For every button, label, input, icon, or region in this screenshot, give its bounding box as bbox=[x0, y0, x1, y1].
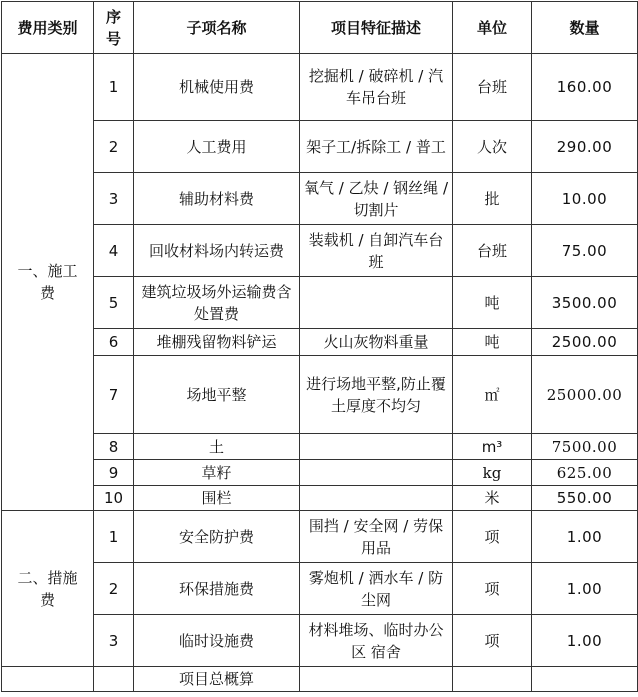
unit-cell: 米 bbox=[453, 486, 532, 511]
header-seq: 序号 bbox=[94, 2, 134, 54]
table-row bbox=[2, 563, 638, 615]
desc-cell bbox=[300, 434, 453, 460]
table-row bbox=[2, 277, 638, 329]
table-row bbox=[2, 434, 638, 460]
seq-cell: 6 bbox=[94, 329, 134, 356]
desc-cell bbox=[300, 277, 453, 329]
table-row bbox=[2, 460, 638, 486]
seq-cell: 10 bbox=[94, 486, 134, 511]
seq-cell: 2 bbox=[94, 121, 134, 173]
total-seq-cell bbox=[94, 667, 134, 692]
qty-cell: 550.00 bbox=[532, 486, 638, 511]
qty-cell: 10.00 bbox=[532, 173, 638, 225]
total-category-cell bbox=[2, 667, 94, 692]
desc-cell: 材料堆场、临时办公区 宿舍 bbox=[300, 615, 453, 667]
desc-cell: 装载机 / 自卸汽车台班 bbox=[300, 225, 453, 277]
total-desc-cell bbox=[300, 667, 453, 692]
qty-cell: 2500.00 bbox=[532, 329, 638, 356]
header-item: 子项名称 bbox=[134, 2, 300, 54]
item-cell: 围栏 bbox=[134, 486, 300, 511]
qty-cell: 290.00 bbox=[532, 121, 638, 173]
seq-cell: 1 bbox=[94, 54, 134, 121]
table-row bbox=[2, 54, 638, 121]
table-row bbox=[2, 615, 638, 667]
qty-cell: 7500.00 bbox=[532, 434, 638, 460]
item-cell: 临时设施费 bbox=[134, 615, 300, 667]
header-category: 费用类别 bbox=[2, 2, 94, 54]
seq-cell: 7 bbox=[94, 356, 134, 434]
qty-cell: 1.00 bbox=[532, 563, 638, 615]
unit-cell: kg bbox=[453, 460, 532, 486]
unit-cell: m³ bbox=[453, 434, 532, 460]
item-cell: 辅助材料费 bbox=[134, 173, 300, 225]
table-row bbox=[2, 511, 638, 563]
seq-cell: 1 bbox=[94, 511, 134, 563]
desc-cell: 围挡 / 安全网 / 劳保用品 bbox=[300, 511, 453, 563]
unit-cell: 台班 bbox=[453, 54, 532, 121]
item-cell: 土 bbox=[134, 434, 300, 460]
unit-cell: 吨 bbox=[453, 329, 532, 356]
desc-cell bbox=[300, 460, 453, 486]
seq-cell: 5 bbox=[94, 277, 134, 329]
qty-cell: 25000.00 bbox=[532, 356, 638, 434]
table-row bbox=[2, 121, 638, 173]
unit-cell: 台班 bbox=[453, 225, 532, 277]
item-cell: 场地平整 bbox=[134, 356, 300, 434]
unit-cell: 吨 bbox=[453, 277, 532, 329]
total-row bbox=[2, 667, 638, 692]
table-row bbox=[2, 173, 638, 225]
table-row bbox=[2, 329, 638, 356]
seq-cell: 4 bbox=[94, 225, 134, 277]
desc-cell bbox=[300, 486, 453, 511]
item-cell: 草籽 bbox=[134, 460, 300, 486]
desc-cell: 火山灰物料重量 bbox=[300, 329, 453, 356]
qty-cell: 75.00 bbox=[532, 225, 638, 277]
item-cell: 人工费用 bbox=[134, 121, 300, 173]
item-cell: 安全防护费 bbox=[134, 511, 300, 563]
seq-cell: 8 bbox=[94, 434, 134, 460]
qty-cell: 625.00 bbox=[532, 460, 638, 486]
category-cell: 一、施工费 bbox=[2, 54, 94, 511]
item-cell: 堆棚残留物料铲运 bbox=[134, 329, 300, 356]
item-cell: 回收材料场内转运费 bbox=[134, 225, 300, 277]
seq-cell: 2 bbox=[94, 563, 134, 615]
qty-cell: 1.00 bbox=[532, 511, 638, 563]
unit-cell: 人次 bbox=[453, 121, 532, 173]
header-desc: 项目特征描述 bbox=[300, 2, 453, 54]
total-qty-cell bbox=[532, 667, 638, 692]
category-cell: 二、措施费 bbox=[2, 511, 94, 667]
desc-cell: 架子工/拆除工 / 普工 bbox=[300, 121, 453, 173]
qty-cell: 1.00 bbox=[532, 615, 638, 667]
item-cell: 环保措施费 bbox=[134, 563, 300, 615]
header-unit: 单位 bbox=[453, 2, 532, 54]
unit-cell: 批 bbox=[453, 173, 532, 225]
item-cell: 建筑垃圾场外运输费含处置费 bbox=[134, 277, 300, 329]
table-row bbox=[2, 486, 638, 511]
seq-cell: 9 bbox=[94, 460, 134, 486]
desc-cell: 氧气 / 乙炔 / 钢丝绳 / 切割片 bbox=[300, 173, 453, 225]
qty-cell: 160.00 bbox=[532, 54, 638, 121]
total-unit-cell bbox=[453, 667, 532, 692]
table-row bbox=[2, 356, 638, 434]
item-cell: 机械使用费 bbox=[134, 54, 300, 121]
desc-cell: 进行场地平整,防止覆土厚度不均匀 bbox=[300, 356, 453, 434]
header-qty: 数量 bbox=[532, 2, 638, 54]
qty-cell: 3500.00 bbox=[532, 277, 638, 329]
desc-cell: 挖掘机 / 破碎机 / 汽车吊台班 bbox=[300, 54, 453, 121]
unit-cell: ㎡ bbox=[453, 356, 532, 434]
unit-cell: 项 bbox=[453, 511, 532, 563]
header-row bbox=[2, 2, 638, 54]
seq-cell: 3 bbox=[94, 173, 134, 225]
unit-cell: 项 bbox=[453, 615, 532, 667]
cost-estimate-table bbox=[1, 1, 638, 692]
unit-cell: 项 bbox=[453, 563, 532, 615]
desc-cell: 雾炮机 / 洒水车 / 防尘网 bbox=[300, 563, 453, 615]
total-label: 项目总概算 bbox=[134, 667, 300, 692]
seq-cell: 3 bbox=[94, 615, 134, 667]
table-row bbox=[2, 225, 638, 277]
